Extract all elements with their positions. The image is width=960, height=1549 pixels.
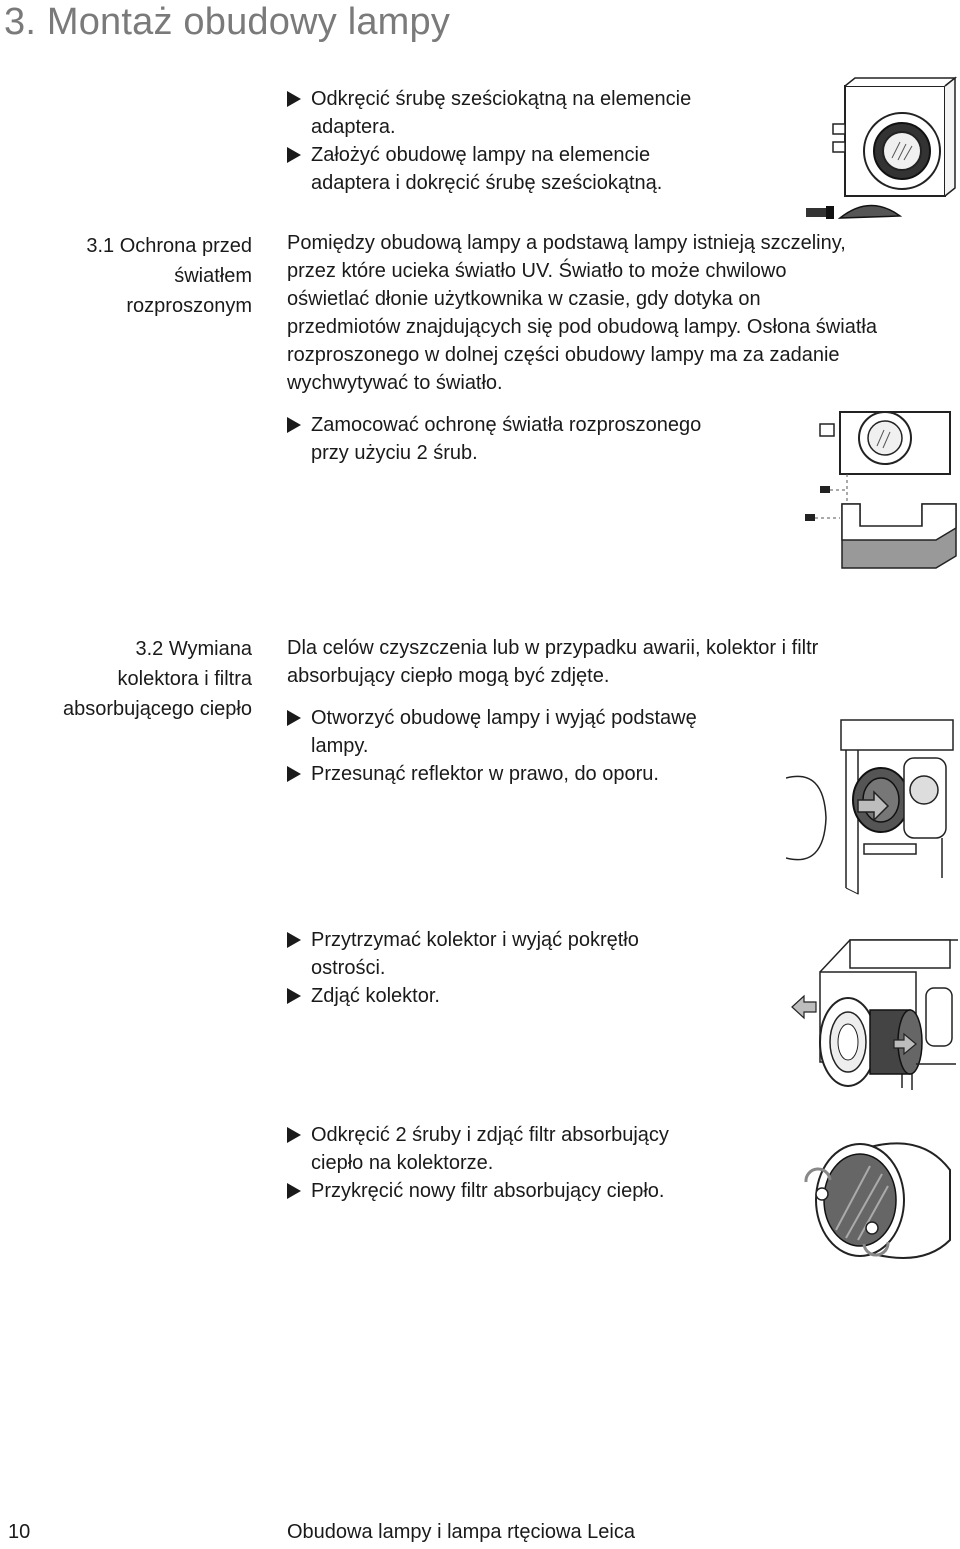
step-line: Przykręcić nowy filtr absorbujący ciepło. xyxy=(311,1180,665,1202)
step-line: Odkręcić 2 śruby i zdjąć filtr absorbujący xyxy=(311,1124,669,1146)
step-line: Przesunąć reflektor w prawo, do oporu. xyxy=(311,763,659,785)
section-3-2-heading xyxy=(63,634,252,724)
heat-absorbing-filter-illustration xyxy=(800,1130,960,1270)
section-heading-line: 3.2 Wymiana xyxy=(135,638,252,660)
step-line: Założyć obudowę lampy na elemencie xyxy=(311,144,651,166)
bullet-arrow-icon xyxy=(287,147,301,163)
section-heading-line: absorbującego ciepło xyxy=(62,698,252,720)
paragraph-line: absorbujący ciepło mogą być zdjęte. xyxy=(287,665,610,687)
paragraph-line: przez które ucieka światło UV. Światło to może chwilowo xyxy=(287,260,787,282)
section-heading-line: rozproszonym xyxy=(126,295,252,317)
paragraph-line: oświetlać dłonie użytkownika w czasie, gdy dotyka on xyxy=(287,288,761,310)
step-line: Zdjąć kolektor. xyxy=(311,985,440,1007)
section-3-2-paragraph xyxy=(287,634,818,690)
lamp-housing-adapter-illustration xyxy=(800,76,960,228)
paragraph-line: wychwytywać to światło. xyxy=(287,372,503,394)
bullet-arrow-icon xyxy=(287,1127,301,1143)
step-line: adaptera. xyxy=(311,116,396,138)
bullet-arrow-icon xyxy=(287,988,301,1004)
step-line: Zamocować ochronę światła rozproszonego xyxy=(311,414,702,436)
section-heading-line: 3.1 Ochrona przed xyxy=(86,235,252,257)
bullet-arrow-icon xyxy=(287,766,301,782)
section-3-1-paragraph xyxy=(287,229,877,397)
section-3-1-heading xyxy=(86,231,252,321)
paragraph-line: rozproszonego w dolnej części obudowy lampy ma za zadanie xyxy=(287,344,840,366)
step-line: ciepło na kolektorze. xyxy=(311,1152,494,1174)
bullet-arrow-icon xyxy=(287,710,301,726)
step-line: adaptera i dokręcić śrubę sześciokątną. xyxy=(311,172,663,194)
paragraph-line: przedmiotów znajdujących się pod obudową lampy. Osłona światła xyxy=(287,316,877,338)
step-line: przy użyciu 2 śrub. xyxy=(311,442,478,464)
step-line: lampy. xyxy=(311,735,369,757)
running-title: Obudowa lampy i lampa rtęciowa Leica xyxy=(287,1521,635,1543)
bullet-arrow-icon xyxy=(287,417,301,433)
step-line: ostrości. xyxy=(311,957,386,979)
step-line: Przytrzymać kolektor i wyjąć pokrętło xyxy=(311,929,639,951)
bullet-arrow-icon xyxy=(287,932,301,948)
reflector-slide-illustration xyxy=(786,718,956,898)
bullet-arrow-icon xyxy=(287,1183,301,1199)
step-line: Otworzyć obudowę lampy i wyjąć podstawę xyxy=(311,707,697,729)
collector-removal-illustration xyxy=(790,932,958,1090)
paragraph-line: Pomiędzy obudową lampy a podstawą lampy istnieją szczeliny, xyxy=(287,232,846,254)
paragraph-line: Dla celów czyszczenia lub w przypadku awarii, kolektor i filtr xyxy=(287,637,819,659)
stray-light-shield-illustration xyxy=(800,408,960,580)
bullet-arrow-icon xyxy=(287,91,301,107)
section-heading-line: kolektora i filtra xyxy=(117,668,252,690)
section-heading-line: światłem xyxy=(174,265,252,287)
page-number: 10 xyxy=(8,1521,31,1543)
step-line: Odkręcić śrubę sześciokątną na elemencie xyxy=(311,88,692,110)
page-title: 3. Montaż obudowy lampy xyxy=(4,1,451,43)
